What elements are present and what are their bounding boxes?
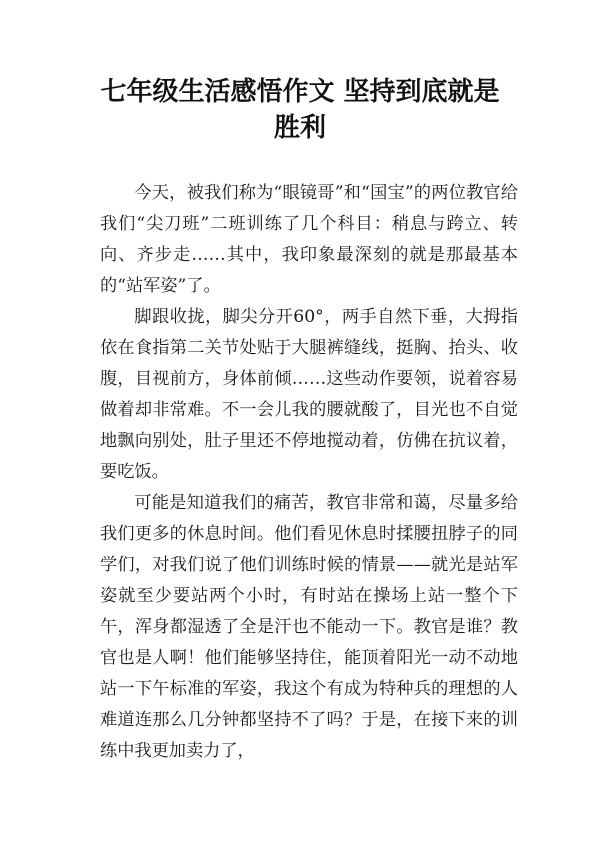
paragraph-1: 今天，被我们称为“眼镜哥”和“国宝”的两位教官给我们“尖刀班”二班训练了几个科目：稍息与跨立、转向、齐步走……其中，我印象最深刻的就是那最基本的“站军姿”了。: [100, 183, 518, 296]
paragraph-2: 脚跟收拢，脚尖分开60°，两手自然下垂，大拇指依在食指第二关节处贴于大腿裤缝线，挺胸、抬头、收腹，目视前方，身体前倾……这些动作要领，说着容易做着却非常难。不一会儿我的腰就酸了，目光也不自觉地飘向别处，肚子里还不停地搅动着，仿佛在抗议着，要吃饭。: [100, 307, 518, 482]
paragraph-3: 可能是知道我们的痛苦，教官非常和蔼，尽量多给我们更多的休息时间。他们看见休息时揉腰扭脖子的同学们，对我们说了他们训练时候的情景——就光是站军姿就至少要站两个小时，有时站在操场上站一整个下午，浑身都湿透了全是汗也不能动一下。教官是谁？教官也是人啊！他们能够坚持住，能顶着阳光一动不动地站一下午标准的军姿，我这个有成为特种兵的理想的人难道连那么几分钟都坚持不了吗？于是，在接下来的训练中我更加卖力了，: [100, 493, 518, 761]
document-title: 七年级生活感悟作文 坚持到底就是胜利: [100, 77, 500, 143]
document-body: [100, 178, 518, 767]
